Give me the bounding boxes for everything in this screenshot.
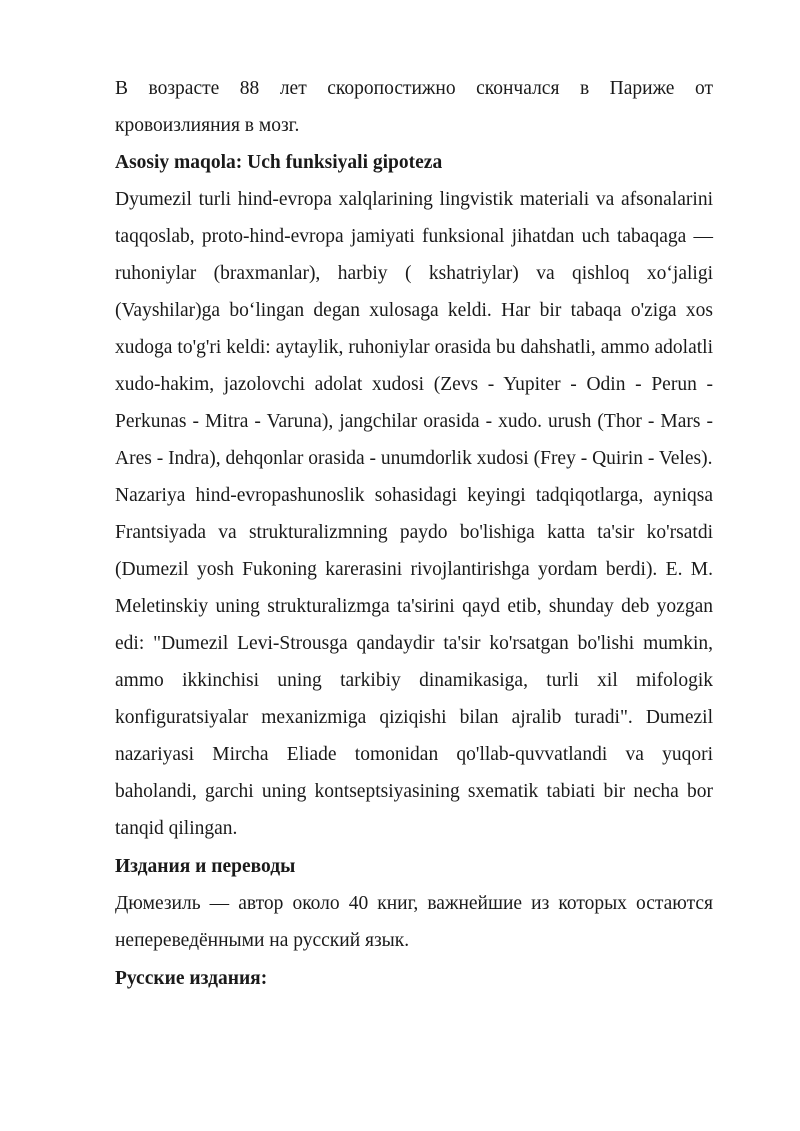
heading-main-article: Asosiy maqola: Uch funksiyali gipoteza — [115, 152, 443, 173]
heading-editions: Издания и переводы — [115, 856, 296, 877]
heading-russian-editions: Русские издания: — [115, 968, 268, 989]
paragraph-death: В возрасте 88 лет скоропостижно скончался в Париже от кровоизлияния в мозг. — [115, 78, 713, 136]
document-page — [115, 70, 713, 997]
paragraph-hypothesis: Dyumezil turli hind-evropa xalqlarining lingvistik materiali va afsonalarini taqqoslab, proto-hind-evropa jamiyati funksional jihatdan uch tabaqaga — ruhoniylar (braxmanlar), harbiy ( kshatriylar) va qishloq xo‘jaligi (Vayshilar)ga bo‘lingan degan xulosaga keldi. Har bir tabaqa o'ziga xos xudoga to'g'ri keldi: aytaylik, ruhoniylar orasida bu dahshatli, ammo adolatli xudo-hakim, jazolovchi adolat xudosi (Zevs - Yupiter - Odin - Perun - Perkunas - Mitra - Varuna), jangchilar orasida - xudo. urush (Thor - Mars - Ares - Indra), dehqonlar orasida - unumdorlik xudosi (Frey - Quirin - Veles). — [115, 189, 713, 469]
paragraph-editions: Дюмезиль — автор около 40 книг, важнейшие из которых остаются непереведёнными на русский язык. — [115, 893, 713, 951]
paragraph-influence: Nazariya hind-evropashunoslik sohasidagi keyingi tadqiqotlarga, ayniqsa Frantsiyada va strukturalizmning paydo bo'lishiga katta ta'sir ko'rsatdi (Dumezil yosh Fukoning karerasini rivojlantirishga yordam berdi). E. M. Meletinskiy uning strukturalizmga ta'sirini qayd etib, shunday deb yozgan edi: "Dumezil Levi-Strousga qandaydir ta'sir ko'rsatgan bo'lishi mumkin, ammo ikkinchisi uning tarkibiy dinamikasiga, turli xil mifologik konfiguratsiyalar mexanizmiga qiziqishi bilan ajralib turadi". Dumezil nazariyasi Mircha Eliade tomonidan qo'llab-quvvatlandi va yuqori baholandi, garchi uning kontseptsiyasining sxematik tabiati bir necha bor tanqid qilingan. — [115, 485, 713, 839]
